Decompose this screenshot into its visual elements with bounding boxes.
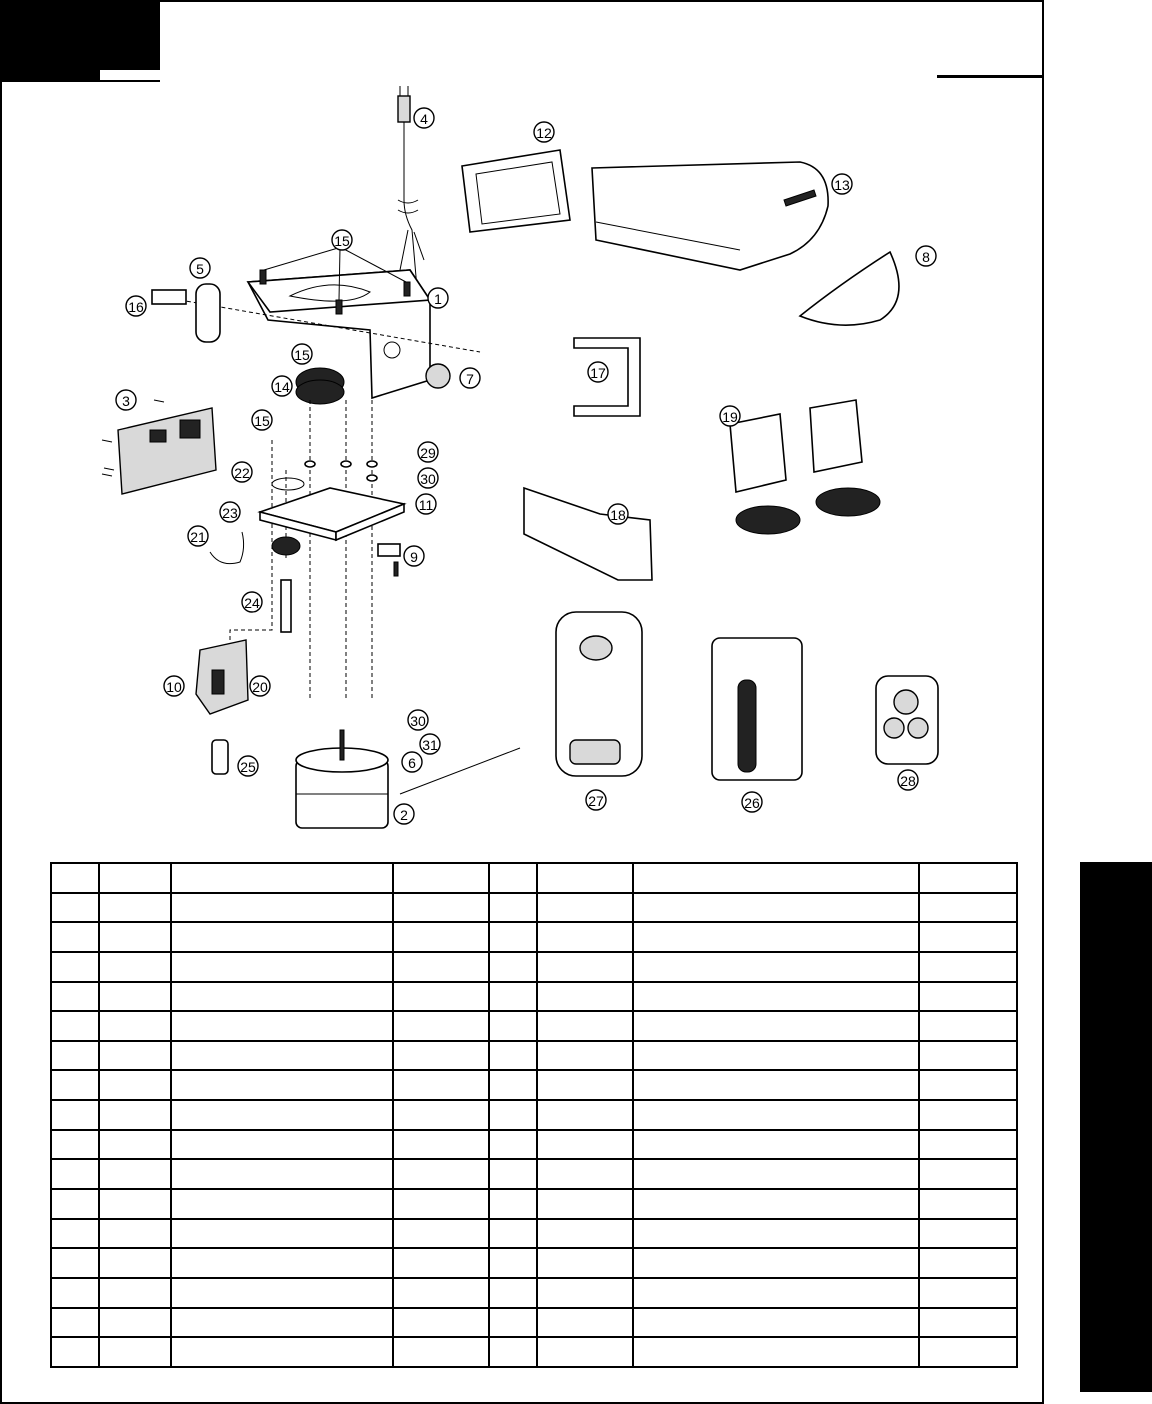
table-row xyxy=(51,1308,1017,1338)
table-cell xyxy=(633,1189,919,1219)
table-cell xyxy=(633,893,919,923)
callout-number: 3 xyxy=(122,393,130,409)
callout-number: 6 xyxy=(408,755,416,771)
washers-part xyxy=(305,461,377,481)
table-cell xyxy=(51,1278,99,1308)
table-cell xyxy=(99,1219,171,1249)
table-cell xyxy=(393,1159,489,1189)
callout-c13 xyxy=(832,174,852,194)
table-cell xyxy=(51,922,99,952)
table-cell xyxy=(537,1189,633,1219)
table-cell xyxy=(51,863,99,893)
table-cell xyxy=(171,1100,393,1130)
table-row xyxy=(51,1278,1017,1308)
table-cell xyxy=(537,1308,633,1338)
table-cell xyxy=(99,1041,171,1071)
table-cell xyxy=(99,1130,171,1160)
callout-number: 25 xyxy=(240,759,256,775)
table-cell xyxy=(171,1189,393,1219)
table-cell xyxy=(393,863,489,893)
callout-c9 xyxy=(404,546,424,566)
header-bracket-part xyxy=(524,488,652,580)
table-cell xyxy=(489,1041,537,1071)
callout-number: 26 xyxy=(744,795,760,811)
table-row xyxy=(51,1041,1017,1071)
table-cell xyxy=(919,1100,1017,1130)
callout-c20 xyxy=(250,676,270,696)
table-cell xyxy=(489,922,537,952)
table-cell xyxy=(489,1337,537,1367)
table-cell xyxy=(171,1278,393,1308)
table-cell xyxy=(51,1070,99,1100)
callout-number: 17 xyxy=(590,365,606,381)
table-cell xyxy=(537,1278,633,1308)
callout-c15a xyxy=(332,230,352,250)
capacitor-part xyxy=(196,284,220,342)
limit-bracket-part xyxy=(378,544,400,576)
table-cell xyxy=(99,1308,171,1338)
table-cell xyxy=(171,1070,393,1100)
table-cell xyxy=(919,1189,1017,1219)
table-cell xyxy=(633,1337,919,1367)
table-cell xyxy=(51,1248,99,1278)
table-row xyxy=(51,1248,1017,1278)
callout-c22 xyxy=(232,462,252,482)
callout-number: 20 xyxy=(252,679,268,695)
table-row xyxy=(51,1011,1017,1041)
table-cell xyxy=(537,1248,633,1278)
callout-c24 xyxy=(242,592,262,612)
table-cell xyxy=(171,893,393,923)
table-cell xyxy=(171,1308,393,1338)
callout-c23 xyxy=(220,502,240,522)
callout-c12 xyxy=(534,122,554,142)
callout-number: 9 xyxy=(410,549,418,565)
callout-number: 21 xyxy=(190,529,206,545)
table-cell xyxy=(51,1041,99,1071)
shaft-part xyxy=(281,580,291,632)
table-cell xyxy=(633,1130,919,1160)
callout-c15b xyxy=(292,344,312,364)
table-cell xyxy=(633,1070,919,1100)
table-cell xyxy=(393,1278,489,1308)
callout-c5 xyxy=(190,258,210,278)
table-cell xyxy=(171,1337,393,1367)
callout-number: 7 xyxy=(466,371,474,387)
callout-c11 xyxy=(416,494,436,514)
table-cell xyxy=(393,1011,489,1041)
table-cell xyxy=(99,982,171,1012)
callout-c3 xyxy=(116,390,136,410)
table-cell xyxy=(489,1130,537,1160)
table-cell xyxy=(51,1159,99,1189)
table-cell xyxy=(393,1337,489,1367)
table-row xyxy=(51,1219,1017,1249)
table-cell xyxy=(171,1041,393,1071)
side-section-tab xyxy=(1080,862,1152,1392)
table-cell xyxy=(919,1130,1017,1160)
callout-number: 12 xyxy=(536,125,552,141)
table-cell xyxy=(489,1011,537,1041)
table-cell xyxy=(919,1041,1017,1071)
table-cell xyxy=(99,1159,171,1189)
table-cell xyxy=(633,863,919,893)
table-cell xyxy=(919,863,1017,893)
table-cell xyxy=(171,863,393,893)
table-cell xyxy=(633,982,919,1012)
light-socket-part xyxy=(426,364,450,388)
table-cell xyxy=(537,1011,633,1041)
table-cell xyxy=(51,1011,99,1041)
table-cell xyxy=(393,1219,489,1249)
table-row xyxy=(51,952,1017,982)
assembly-guide-lines xyxy=(230,400,372,700)
table-cell xyxy=(393,1100,489,1130)
table-cell xyxy=(633,922,919,952)
table-row xyxy=(51,863,1017,893)
table-cell xyxy=(537,1070,633,1100)
table-cell xyxy=(489,1278,537,1308)
table-cell xyxy=(537,1041,633,1071)
table-cell xyxy=(489,1219,537,1249)
table-cell xyxy=(171,1219,393,1249)
callout-number: 30 xyxy=(410,713,426,729)
table-cell xyxy=(489,982,537,1012)
table-cell xyxy=(51,893,99,923)
table-cell xyxy=(537,893,633,923)
table-cell xyxy=(489,1189,537,1219)
table-cell xyxy=(99,1248,171,1278)
callout-number: 15 xyxy=(294,347,310,363)
table-cell xyxy=(171,1159,393,1189)
table-cell xyxy=(537,1100,633,1130)
wall-console-part xyxy=(556,612,642,776)
table-cell xyxy=(633,1248,919,1278)
table-cell xyxy=(919,1011,1017,1041)
table-cell xyxy=(919,922,1017,952)
callout-number: 18 xyxy=(610,507,626,523)
table-cell xyxy=(633,1159,919,1189)
table-row xyxy=(51,1159,1017,1189)
callout-c2 xyxy=(394,804,414,824)
safety-sensors-part xyxy=(730,400,880,534)
table-cell xyxy=(919,893,1017,923)
callout-c7 xyxy=(460,368,480,388)
table-cell xyxy=(489,1248,537,1278)
housing-cover-part xyxy=(592,162,828,270)
callout-number: 30 xyxy=(420,471,436,487)
table-cell xyxy=(393,893,489,923)
table-cell xyxy=(51,1130,99,1160)
table-cell xyxy=(393,1308,489,1338)
callout-number: 8 xyxy=(922,249,930,265)
table-cell xyxy=(919,1337,1017,1367)
table-cell xyxy=(633,1100,919,1130)
small-gear-part xyxy=(272,537,300,555)
callout-number: 11 xyxy=(418,497,434,513)
table-cell xyxy=(51,952,99,982)
table-cell xyxy=(537,1159,633,1189)
callout-number: 1 xyxy=(434,291,442,307)
wire-harness-part xyxy=(210,532,244,564)
callout-c19 xyxy=(720,406,740,426)
callout-c29 xyxy=(418,442,438,462)
table-cell xyxy=(919,982,1017,1012)
table-cell xyxy=(489,893,537,923)
base-plate-part xyxy=(260,488,404,540)
callout-c27 xyxy=(586,790,606,810)
table-cell xyxy=(489,1308,537,1338)
callout-number: 23 xyxy=(222,505,238,521)
table-row xyxy=(51,1189,1017,1219)
table-cell xyxy=(919,1248,1017,1278)
table-cell xyxy=(633,1278,919,1308)
table-cell xyxy=(51,1189,99,1219)
table-cell xyxy=(393,1130,489,1160)
callout-number: 28 xyxy=(900,773,916,789)
callout-number: 14 xyxy=(274,379,290,395)
callout-number: 15 xyxy=(334,233,350,249)
callout-number: 19 xyxy=(722,409,738,425)
callout-c25 xyxy=(238,756,258,776)
callout-number: 10 xyxy=(166,679,182,695)
table-cell xyxy=(489,952,537,982)
table-cell xyxy=(537,982,633,1012)
table-cell xyxy=(489,1100,537,1130)
callout-number: 24 xyxy=(244,595,260,611)
table-cell xyxy=(99,1011,171,1041)
table-cell xyxy=(99,1189,171,1219)
callout-c31 xyxy=(420,734,440,754)
table-cell xyxy=(171,1248,393,1278)
callout-c6 xyxy=(402,752,422,772)
table-cell xyxy=(633,1219,919,1249)
end-panel-part xyxy=(462,150,570,232)
callout-c17 xyxy=(588,362,608,382)
table-cell xyxy=(171,982,393,1012)
table-cell xyxy=(537,1130,633,1160)
table-cell xyxy=(633,952,919,982)
limit-switch-part xyxy=(196,640,248,714)
table-cell xyxy=(99,1337,171,1367)
control-board-part xyxy=(102,400,216,494)
callout-number: 31 xyxy=(422,737,438,753)
o-ring-part xyxy=(272,478,304,490)
table-cell xyxy=(633,1041,919,1071)
callout-c16 xyxy=(126,296,146,316)
table-cell xyxy=(99,952,171,982)
terminal-part xyxy=(152,290,186,304)
callout-number: 2 xyxy=(400,807,408,823)
table-cell xyxy=(537,863,633,893)
callout-number: 4 xyxy=(420,111,428,127)
table-cell xyxy=(393,982,489,1012)
table-cell xyxy=(537,1337,633,1367)
table-cell xyxy=(171,1011,393,1041)
callout-c14 xyxy=(272,376,292,396)
callout-c30b xyxy=(408,710,428,730)
table-cell xyxy=(393,1070,489,1100)
callout-c30a xyxy=(418,468,438,488)
callout-number: 16 xyxy=(128,299,144,315)
table-row xyxy=(51,1130,1017,1160)
table-cell xyxy=(537,952,633,982)
table-cell xyxy=(51,982,99,1012)
table-cell xyxy=(919,1308,1017,1338)
table-cell xyxy=(99,863,171,893)
callout-number: 13 xyxy=(834,177,850,193)
table-cell xyxy=(393,1248,489,1278)
table-cell xyxy=(393,952,489,982)
table-cell xyxy=(51,1219,99,1249)
callout-c26 xyxy=(742,792,762,812)
table-cell xyxy=(51,1308,99,1338)
table-cell xyxy=(919,1070,1017,1100)
callout-c8 xyxy=(916,246,936,266)
table-row xyxy=(51,893,1017,923)
light-lens-part xyxy=(800,252,899,325)
motor-part xyxy=(296,730,388,828)
table-cell xyxy=(919,952,1017,982)
table-cell xyxy=(489,1070,537,1100)
parts-list-table xyxy=(50,862,1018,1368)
table-cell xyxy=(633,1011,919,1041)
table-cell xyxy=(919,1219,1017,1249)
callout-number: 22 xyxy=(234,465,250,481)
keypad-part xyxy=(712,638,802,780)
callout-c15c xyxy=(252,410,272,430)
table-row xyxy=(51,1337,1017,1367)
callout-c28 xyxy=(898,770,918,790)
table-cell xyxy=(489,1159,537,1189)
callout-c21 xyxy=(188,526,208,546)
callout-number: 5 xyxy=(196,261,204,277)
table-cell xyxy=(51,1337,99,1367)
table-cell xyxy=(633,1308,919,1338)
table-cell xyxy=(99,922,171,952)
table-cell xyxy=(171,922,393,952)
table-row xyxy=(51,1070,1017,1100)
table-cell xyxy=(99,893,171,923)
table-cell xyxy=(489,863,537,893)
table-cell xyxy=(919,1159,1017,1189)
table-cell xyxy=(537,922,633,952)
table-cell xyxy=(171,1130,393,1160)
callout-c18 xyxy=(608,504,628,524)
drive-gear-part xyxy=(296,368,344,404)
table-cell xyxy=(171,952,393,982)
callout-number: 27 xyxy=(588,793,604,809)
callout-number: 15 xyxy=(254,413,270,429)
callout-c10 xyxy=(164,676,184,696)
callout-c4 xyxy=(414,108,434,128)
sleeve-part xyxy=(212,740,228,774)
table-row xyxy=(51,922,1017,952)
table-row xyxy=(51,1100,1017,1130)
table-cell xyxy=(51,1100,99,1130)
table-row xyxy=(51,982,1017,1012)
table-cell xyxy=(919,1278,1017,1308)
callout-c1 xyxy=(428,288,448,308)
callout-number: 29 xyxy=(420,445,436,461)
table-cell xyxy=(537,1219,633,1249)
table-cell xyxy=(99,1070,171,1100)
table-cell xyxy=(393,1189,489,1219)
table-cell xyxy=(393,922,489,952)
remote-control-part xyxy=(876,676,938,764)
table-cell xyxy=(99,1278,171,1308)
table-cell xyxy=(393,1041,489,1071)
table-cell xyxy=(99,1100,171,1130)
